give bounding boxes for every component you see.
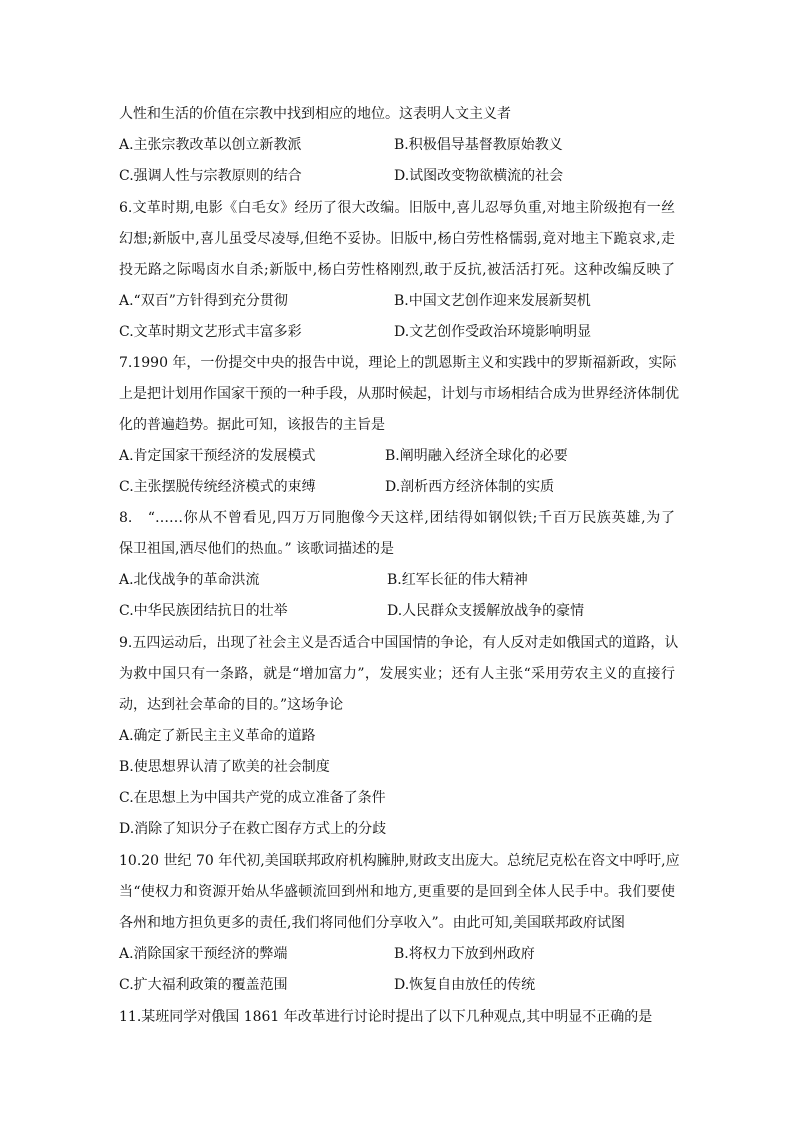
question-9-line: 9.五四运动后，出现了社会主义是否适合中国国情的争论，有人反对走如俄国式的道路，认 <box>119 635 679 651</box>
question-10-line: 各州和地方担负更多的责任,我们将同他们分享收入”。由此可知,美国联邦政府试图 <box>119 915 626 931</box>
option-d: D.消除了知识分子在救亡图存方式上的分歧 <box>119 821 387 837</box>
option-d: D.人民群众支援解放战争的豪情 <box>387 603 585 619</box>
option-b: B.红军长征的伟大精神 <box>387 572 528 588</box>
question-9-line: 动，达到社会革命的目的。”这场争论 <box>119 697 344 713</box>
option-a: A.消除国家干预经济的弊端 <box>119 946 288 962</box>
option-a: A.“双百”方针得到充分贯彻 <box>119 293 288 309</box>
option-d: D.文艺创作受政治环境影响明显 <box>394 324 592 340</box>
question-6-line: 6.文革时期,电影《白毛女》经历了很大改编。旧版中,喜儿忍辱负重,对地主阶级抱有一丝 <box>119 200 675 216</box>
option-a: A.肯定国家干预经济的发展模式 <box>119 448 316 464</box>
question-6-line: 幻想;新版中,喜儿虽受尽凌辱,但绝不妥协。旧版中,杨白劳性格懦弱,竟对地主下跪哀求,走 <box>119 231 675 247</box>
question-7-line: 化的普遍趋势。据此可知，该报告的主旨是 <box>119 417 385 433</box>
option-c: C.中华民族团结抗日的壮举 <box>119 603 288 619</box>
option-b: B.积极倡导基督教原始教义 <box>394 137 563 153</box>
option-c: C.主张摆脱传统经济模式的束缚 <box>119 479 316 495</box>
option-c: C.扩大福利政策的覆盖范围 <box>119 977 288 993</box>
question-7-line: 上是把计划用作国家干预的一种手段，从那时候起，计划与市场相结合成为世界经济体制优 <box>119 386 679 402</box>
option-b: B.阐明融入经济全球化的必要 <box>385 448 568 464</box>
question-10-line: 10.20 世纪 70 年代初,美国联邦政府机构臃肿,财政支出庞大。总统尼克松在咨文中呼吁,应 <box>119 853 680 869</box>
question-7-line: 7.1990 年，一份提交中央的报告中说，理论上的凯恩斯主义和实践中的罗斯福新政，实际 <box>119 355 677 371</box>
option-b: B.中国文艺创作迎来发展新契机 <box>394 293 591 309</box>
option-c: C.文革时期文艺形式丰富多彩 <box>119 324 302 340</box>
question-9-line: 为救中国只有一条路，就是“增加富力”，发展实业；还有人主张“采用劳农主义的直接行 <box>119 666 675 682</box>
option-d: D.剖析西方经济体制的实质 <box>385 479 555 495</box>
question-8-line: 保卫祖国,洒尽他们的热血。” 该歌词描述的是 <box>119 541 395 557</box>
option-a: A.主张宗教改革以创立新教派 <box>119 137 302 153</box>
option-c: C.强调人性与宗教原则的结合 <box>119 168 302 184</box>
question-6-line: 投无路之际喝卤水自杀;新版中,杨白劳性格刚烈,敢于反抗,被活活打死。这种改编反映了 <box>119 262 675 278</box>
question-text-line: 人性和生活的价值在宗教中找到相应的地位。这表明人文主义者 <box>119 106 511 122</box>
option-b: B.使思想界认清了欧美的社会制度 <box>119 759 330 775</box>
option-b: B.将权力下放到州政府 <box>394 946 535 962</box>
question-10-line: 当“使权力和资源开始从华盛顿流回到州和地方,更重要的是回到全体人民手中。我们要使 <box>119 884 675 900</box>
option-c: C.在思想上为中国共产党的成立准备了条件 <box>119 790 386 806</box>
question-11-line: 11.某班同学对俄国 1861 年改革进行讨论时提出了以下几种观点,其中明显不正确的是 <box>119 1009 653 1025</box>
option-a: A.北伐战争的革命洪流 <box>119 572 260 588</box>
option-d: D.恢复自由放任的传统 <box>394 977 536 993</box>
question-8-line: 8. “……你从不曾看见,四万万同胞像今天这样,团结得如钢似铁;千百万民族英雄,为了 <box>119 510 675 526</box>
option-d: D.试图改变物欲横流的社会 <box>394 168 564 184</box>
option-a: A.确定了新民主主义革命的道路 <box>119 728 316 744</box>
